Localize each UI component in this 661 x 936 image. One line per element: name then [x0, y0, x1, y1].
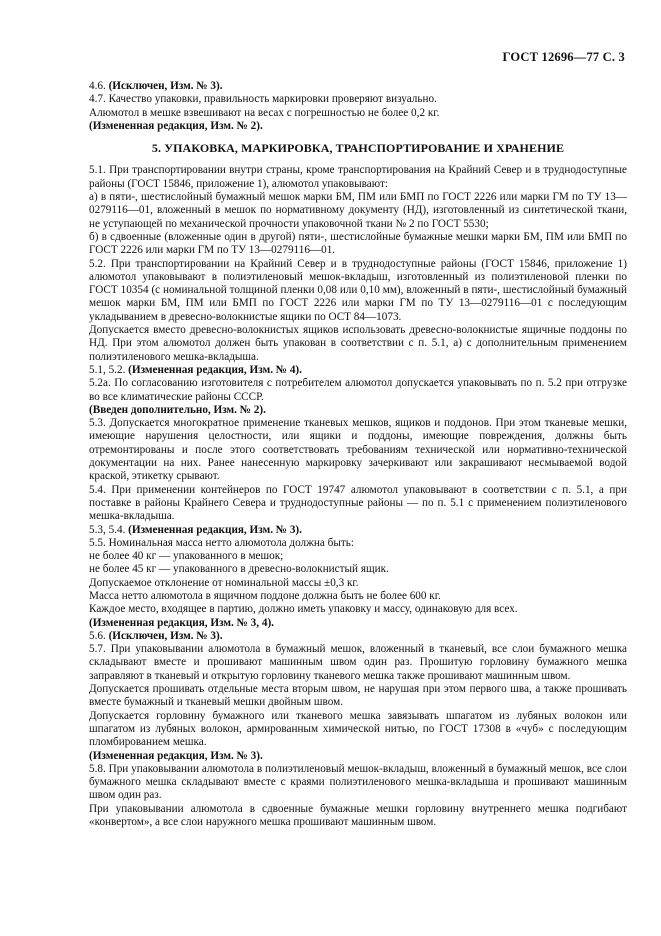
paragraph: [89, 404, 627, 417]
paragraph: [89, 803, 627, 830]
paragraph: [89, 577, 627, 590]
paragraph-text: Допускаемое отклонение от номинальной массы ±0,3 кг.: [89, 576, 359, 589]
paragraph: [89, 603, 627, 616]
paragraph-text: 5.2а. По согласованию изготовителя с потребителем алюмотол допускается упаковывать по п. 5.2 при отгрузке во все климатические районы СССР.: [89, 377, 627, 403]
paragraph: [89, 377, 627, 404]
paragraph-text: 5.3. Допускается многократное применение тканевых мешков, ящиков и поддонов. При этом тканевые мешки, имеющие нарушения целостности, или ящики и поддоны, имеющие повреждения, должны быть отремонтированы и после этого соответствовать требованиям технической или нормативно-технической документации на них. Ранее нанесенную маркировку зачеркивают или закрашивают несмываемой водой краской, этикетку срывают.: [89, 417, 627, 483]
paragraph: [89, 683, 627, 710]
paragraph: [89, 550, 627, 563]
paragraph-text: 5.3, 5.4.: [89, 523, 129, 536]
paragraph-text: а) в пяти-, шестислойный бумажный мешок марки БМ, ПМ или БМП по ГОСТ 2226 или марки ГМ по ТУ 13—0279116—01, вложенный в мешок по нормативному документу (НД), изготовленный из синтетической ткани, не уступающей по механической прочности упаковочной ткани № 2 по ГОСТ 5530;: [89, 191, 627, 230]
paragraph-text: б) в сдвоенные (вложенные один в другой) пяти-, шестислойные бумажные мешки марки БМ, ПМ или БМП по ГОСТ 2226 или марки ГМ по ТУ 13—0279116—01.: [89, 230, 627, 257]
paragraph: [89, 417, 627, 483]
amendment-note: (Измененная редакция, Изм. № 3).: [128, 523, 302, 536]
paragraph: [89, 231, 627, 258]
paragraph-text: 5.4. При применении контейнеров по ГОСТ 19747 алюмотол упаковывают в соответствии с п. 5.1, а при поставке в районы Крайнего Севера и труднодоступные районы — по п. 5.1 с применением полиэтиленового мешка-вкладыша.: [89, 483, 627, 523]
paragraph-text: 5.1. При транспортировании внутри страны, кроме транспортирования на Крайний Север и в труднодоступные районы (ГОСТ 15846, приложение 1), алюмотол упаковывают:: [89, 164, 627, 190]
amendment-note: (Измененная редакция, Изм. № 4).: [128, 363, 302, 376]
paragraph: [89, 763, 627, 803]
section-title: 5. УПАКОВКА, МАРКИРОВКА, ТРАНСПОРТИРОВАНИЕ И ХРАНЕНИЕ: [151, 141, 565, 156]
document-body: [89, 80, 627, 829]
paragraph: [89, 364, 627, 377]
paragraph: [89, 80, 627, 93]
paragraph: [89, 524, 627, 537]
paragraph-text: 5.1, 5.2.: [89, 363, 129, 376]
paragraph: [89, 750, 627, 763]
paragraph: [89, 191, 627, 231]
paragraph: [89, 484, 627, 524]
paragraph-text: Каждое место, входящее в партию, должно иметь упаковку и массу, одинаковую для всех.: [89, 603, 518, 616]
paragraph-text: Допускается вместо древесно-волокнистых ящиков использовать древесно-волокнистые ящичные поддоны по НД. При этом алюмотол должен быть упакован в соответствии с п. 5.1, а) с дополнительным применением полиэтиленового мешка-вкладыша.: [89, 324, 627, 363]
page-header: ГОСТ 12696—77 С. 3: [502, 50, 625, 64]
main-block: [89, 164, 627, 829]
amendment-note: (Введен дополнительно, Изм. № 2).: [89, 403, 266, 416]
paragraph: [89, 324, 627, 364]
paragraph-text: Допускается горловину бумажного или тканевого мешка завязывать шпагатом из лубяных волокон или шпагатом из лубяных волокон, армированным химической нитью, по ГОСТ 17308 в «чуб» с последующим пломбированием мешка.: [89, 709, 627, 749]
paragraph: [89, 107, 627, 120]
paragraph-text: 5.5. Номинальная масса нетто алюмотола должна быть:: [89, 536, 354, 549]
paragraph-text: 5.2. При транспортировании на Крайний Север и в труднодоступные районы (ГОСТ 15846, приложение 1) алюмотол упаковывают в полиэтиленовый мешок-вкладыш, изготовленный из полиэтиленовой пленки по ГОСТ 10354 (с номинальной толщиной пленки 0,08 или 0,10 мм), вложенный в пяти-, шестислойный бумажный мешок марки БМ, ПМ или БМП по ГОСТ 2226 или марки ГМ по ТУ 13—0279116—01 с последующим укладыванием в древесно-волокнистые ящики по ОСТ 84—1073.: [89, 257, 627, 323]
paragraph-text: 5.8. При упаковывании алюмотола в полиэтиленовый мешок-вкладыш, вложенный в бумажный мешок, все слои бумажного мешка складывают вместе с краями полиэтиленового мешка-вкладыша и прошивают машинным швом один раз.: [89, 762, 627, 802]
paragraph: [89, 537, 627, 550]
paragraph-text: не более 40 кг — упакованного в мешок;: [89, 550, 284, 563]
paragraph: [89, 120, 627, 133]
paragraph-text: 5.7. При упаковывании алюмотола в бумажный мешок, вложенный в тканевый, все слои бумажного мешка складывают вместе и прошивают машинным швом один раз. Прошитую горловину бумажного мешка заправляют в тканевый и открытую горловину тканевого мешка также прошивают машинным швом.: [89, 643, 627, 682]
amendment-note: (Исключен, Изм. № 3).: [108, 80, 223, 92]
paragraph: [89, 617, 627, 630]
paragraph: [89, 258, 627, 324]
paragraph-text: Алюмотол в мешке взвешивают на весах с погрешностью не более 0,2 кг.: [89, 106, 440, 119]
paragraph: [89, 563, 627, 576]
paragraph-text: 4.7. Качество упаковки, правильность маркировки проверяют визуально.: [89, 93, 437, 106]
amendment-note: (Измененная редакция, Изм. № 2).: [89, 119, 263, 132]
paragraph-text: 4.6.: [89, 80, 109, 92]
paragraph: [89, 164, 627, 191]
top-block: [89, 80, 627, 133]
paragraph: [89, 630, 627, 643]
paragraph-text: не более 45 кг — упакованного в древесно-волокнистый ящик.: [89, 563, 389, 576]
paragraph-text: Допускается прошивать отдельные места вторым швом, не нарушая при этом первого шва, а также прошивать вместе бумажный и тканевый мешки двойным швом.: [89, 683, 627, 709]
paragraph: [89, 93, 627, 106]
paragraph-text: При упаковывании алюмотола в сдвоенные бумажные мешки горловину внутреннего мешка подгибают «конвертом», а все слои наружного мешка прошивают машинным швом.: [89, 802, 627, 829]
paragraph: [89, 590, 627, 603]
paragraph-text: 5.6.: [89, 629, 109, 642]
amendment-note: (Измененная редакция, Изм. № 3, 4).: [89, 616, 274, 629]
amendment-note: (Исключен, Изм. № 3).: [108, 629, 223, 642]
paragraph-text: Масса нетто алюмотола в ящичном поддоне должна быть не более 600 кг.: [89, 589, 441, 602]
paragraph: [89, 643, 627, 683]
amendment-note: (Измененная редакция, Изм. № 3).: [89, 749, 263, 762]
paragraph: [89, 710, 627, 750]
